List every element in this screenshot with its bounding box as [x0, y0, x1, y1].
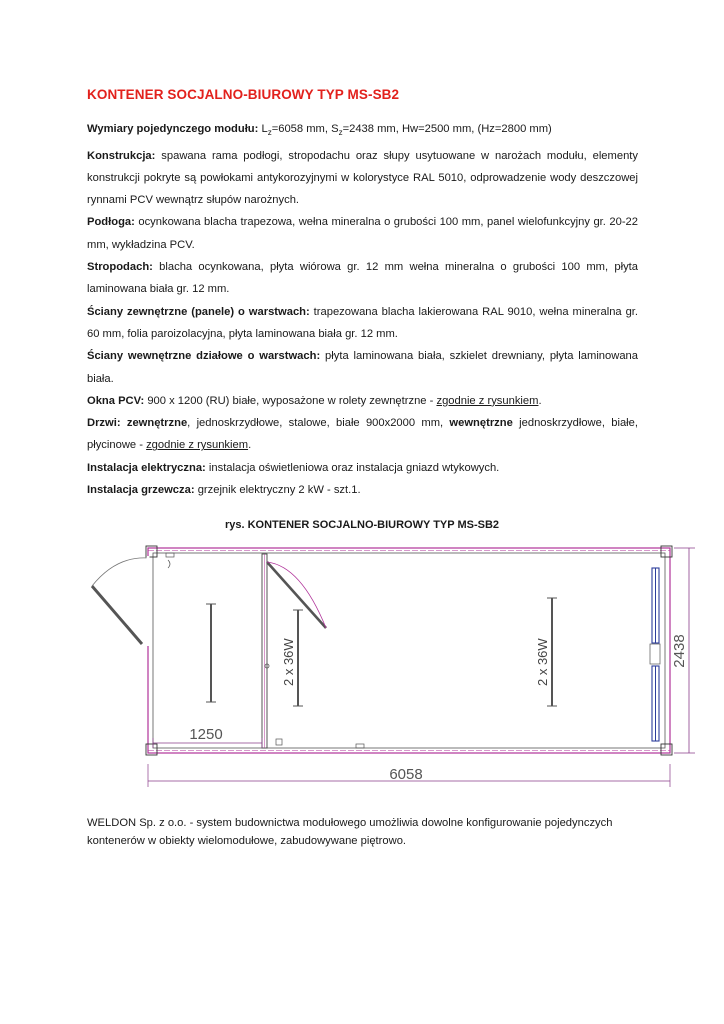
- dimension-length-label: 6058: [389, 766, 423, 783]
- spec-label: Stropodach:: [87, 261, 153, 274]
- drawing-link[interactable]: zgodnie z rysunkiem: [436, 394, 539, 407]
- spec-stropodach: [87, 256, 638, 301]
- spec-value: =2438 mm, Hw=2500 mm, (Hz=2800 mm): [342, 123, 552, 135]
- spec-instalacja-grzewcza: [87, 479, 638, 501]
- spec-label: Drzwi:: [87, 417, 121, 430]
- spec-label: Instalacja elektryczna:: [87, 461, 206, 474]
- spec-value: jednoskrzydłowe, białe, płycinowe -: [87, 417, 638, 452]
- spec-value: .: [248, 439, 252, 452]
- spec-value: , jednoskrzydłowe, stalowe, białe 900x2000 mm,: [187, 417, 450, 430]
- spec-label: Instalacja grzewcza:: [87, 483, 195, 496]
- spec-subscript: z: [338, 128, 343, 138]
- spec-instalacja-elektryczna: [87, 457, 638, 479]
- spec-label: Ściany wewnętrzne działowe o warstwach:: [87, 350, 321, 363]
- figure-caption: rys. KONTENER SOCJALNO-BIUROWY TYP MS-SB2: [224, 519, 500, 531]
- spec-value: spawana rama podłogi, stropodachu oraz słupy usytuowane w narożach modułu, elementy konstrukcji pokryte są powłokami antykorozyjnymi w kolorystyce RAL 5010, odprowadzenie wody deszczowej rynnami PCV wewnątrz słupów narożnych.: [87, 149, 638, 207]
- light-fixture-left-room: [206, 604, 216, 702]
- specification-text: [87, 118, 638, 501]
- spec-value: 900 x 1200 (RU) białe, wyposażone w rolety zewnętrzne -: [147, 394, 437, 407]
- spec-value: ocynkowana blacha trapezowa, wełna mineralna o grubości 100 mm, panel wielofunkcyjny gr. 20-22 mm, wykładzina PCV.: [87, 216, 639, 251]
- footer-note: WELDON Sp. z o.o. - system budownictwa modułowego umożliwia dowolne konfigurowanie pojedynczych kontenerów w obiekty wielomodułowe, zabudowywane piętrowo.: [87, 817, 613, 847]
- spec-value: trapezowana blacha lakierowana RAL 9010, wełna mineralna gr. 60 mm, folia paroizolacyjna, płyta laminowana biała gr. 12 mm.: [87, 305, 639, 340]
- spec-konstrukcja: [87, 145, 638, 212]
- spec-value: instalacja oświetleniowa oraz instalacja gniazd wtykowych.: [208, 461, 500, 474]
- spec-drzwi: [87, 412, 638, 457]
- spec-value: L: [261, 123, 268, 135]
- spec-label: Ściany zewnętrzne (panele) o warstwach:: [87, 305, 310, 318]
- dimension-room-label: 1250: [189, 726, 223, 743]
- spec-wymiary: [87, 118, 638, 145]
- drawing-link[interactable]: zgodnie z rysunkiem: [146, 439, 249, 452]
- spec-label: zewnętrzne: [126, 417, 188, 430]
- spec-value: blacha ocynkowana, płyta wiórowa gr. 12 mm wełna mineralna o grubości 100 mm, płyta laminowana biała gr. 12 mm.: [87, 261, 639, 296]
- spec-subscript: z: [267, 128, 272, 138]
- spec-sciany-zewnetrzne: [87, 301, 638, 346]
- lamp-label-left: 2 x 36W: [281, 638, 296, 686]
- spec-value: grzejnik elektryczny 2 kW - szt.1.: [197, 483, 361, 496]
- container-walls: [146, 546, 672, 755]
- spec-label: Okna PCV:: [87, 394, 145, 407]
- floor-plan-drawing: [86, 536, 688, 788]
- spec-sciany-wewnetrzne: [87, 345, 638, 390]
- spec-label: Konstrukcja:: [87, 149, 156, 162]
- entrance-door: [92, 556, 148, 646]
- spec-podloga: [87, 211, 638, 256]
- spec-label: Wymiary pojedynczego modułu:: [87, 123, 259, 135]
- spec-value: płyta laminowana biała, szkielet drewniany, płyta laminowana biała.: [87, 350, 638, 385]
- spec-label: Podłoga:: [87, 216, 135, 229]
- spec-value: .: [538, 394, 542, 407]
- spec-value: =6058 mm, S: [271, 123, 339, 135]
- window-right-wall: [650, 568, 660, 741]
- spec-okna: [87, 390, 638, 412]
- spec-label: wewnętrzne: [449, 417, 513, 430]
- lamp-label-right: 2 x 36W: [535, 638, 550, 686]
- dimension-width-label: 2438: [671, 634, 688, 668]
- document-title: KONTENER SOCJALNO-BIUROWY TYP MS-SB2: [87, 87, 400, 102]
